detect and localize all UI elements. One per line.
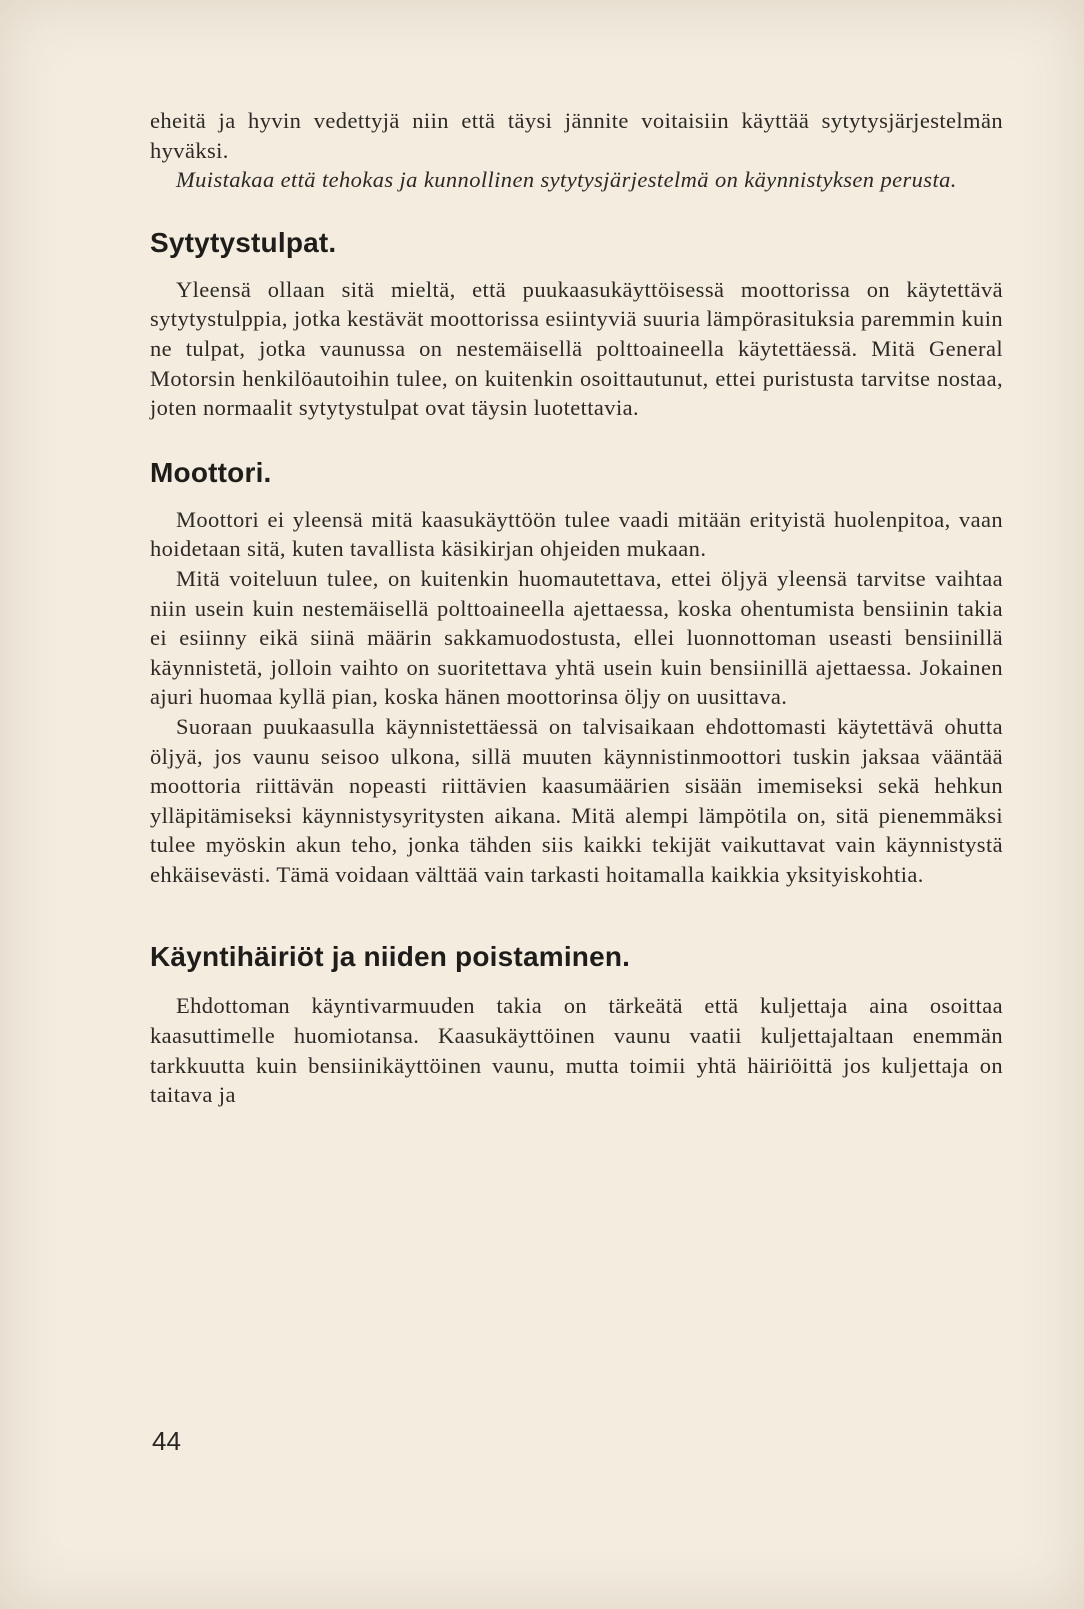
intro-italic-note: Muistakaa että tehokas ja kunnollinen sytytysjärjestelmä on käynnistyksen perusta. [176, 167, 957, 193]
heading-moottori: Moottori. [150, 456, 272, 488]
intro-continuation: eheitä ja hyvin vedettyjä niin että täysi jännite voitaisiin käyttää sytytysjärjestelmän hyväksi. [150, 108, 1003, 163]
paragraph-moottori-1: Moottori ei yleensä mitä kaasukäyttöön tulee vaadi mitään erityistä huolenpitoa, vaan hoidetaan sitä, kuten tavallista käsikirjan ohjeiden mukaan. [150, 506, 1003, 562]
paragraph-sytytystulpat: Yleensä ollaan sitä mieltä, että puukaasukäyttöisessä moottorissa on käytettävä sytytystulppia, jotka kestävät moottorissa esiintyviä suuria lämpörasituksia paremmin kuin ne tulpat, jotka vaunussa on nestemäisellä polttoaineella käytettäessä. Mitä General Motorsin henkilöautoihin tulee, on kuitenkin osoittautunut, ettei puristusta tarvitse nostaa, joten normaalit sytytystulpat ovat täysin luotettavia. [150, 276, 1003, 421]
heading-kayntihairiot: Käyntihäiriöt ja niiden poistaminen. [150, 941, 631, 973]
paragraph-moottori-2: Mitä voiteluun tulee, on kuitenkin huomautettava, ettei öljyä yleensä tarvitse vaihtaa niin usein kuin nestemäisellä polttoaineella ajettaessa, koska ohentumista bensiinin takia ei esiinny eikä siinä määrin sakkamuodostusta, ellei luonnottoman useasti bensiinillä käynnistetä, jolloin vaihto on suoritettava yhtä usein kuin bensiinillä ajettaessa. Jokainen ajuri huomaa kyllä pian, koska hänen moottorinsa öljy on uusittava. [150, 565, 1003, 710]
page-number: 44 [152, 1426, 181, 1456]
paragraph-kayntihairiot: Ehdottoman käyntivarmuuden takia on tärkeätä että kuljettaja aina osoittaa kaasuttimelle huomiotansa. Kaasukäyttöinen vaunu vaatii kuljettajaltaan enemmän tarkkuutta kuin bensiinikäyttöinen vaunu, mutta toimii yhtä häiriöittä jos kuljettaja on taitava ja [150, 993, 1003, 1108]
paragraph-moottori-3: Suoraan puukaasulla käynnistettäessä on talvisaikaan ehdottomasti käytettävä ohutta öljyä, jos vaunu seisoo ulkona, sillä muuten käynnistinmoottori tuskin jaksaa vääntää moottoria riittävän nopeasti riittävien kaasumäärien sisään imemiseksi sekä hehkun ylläpitämiseksi käynnistysyritysten aikana. Mitä alempi lämpötila on, sitä pienemmäksi tulee myöskin akun teho, jonka tähden siis kaikki tekijät vaikuttavat vain käynnistystä ehkäisevästi. Tämä voidaan välttää vain tarkasti hoitamalla kaikkia yksityiskohtia. [150, 713, 1003, 887]
heading-sytytystulpat: Sytytystulpat. [150, 226, 337, 258]
text-column [150, 106, 1003, 1110]
